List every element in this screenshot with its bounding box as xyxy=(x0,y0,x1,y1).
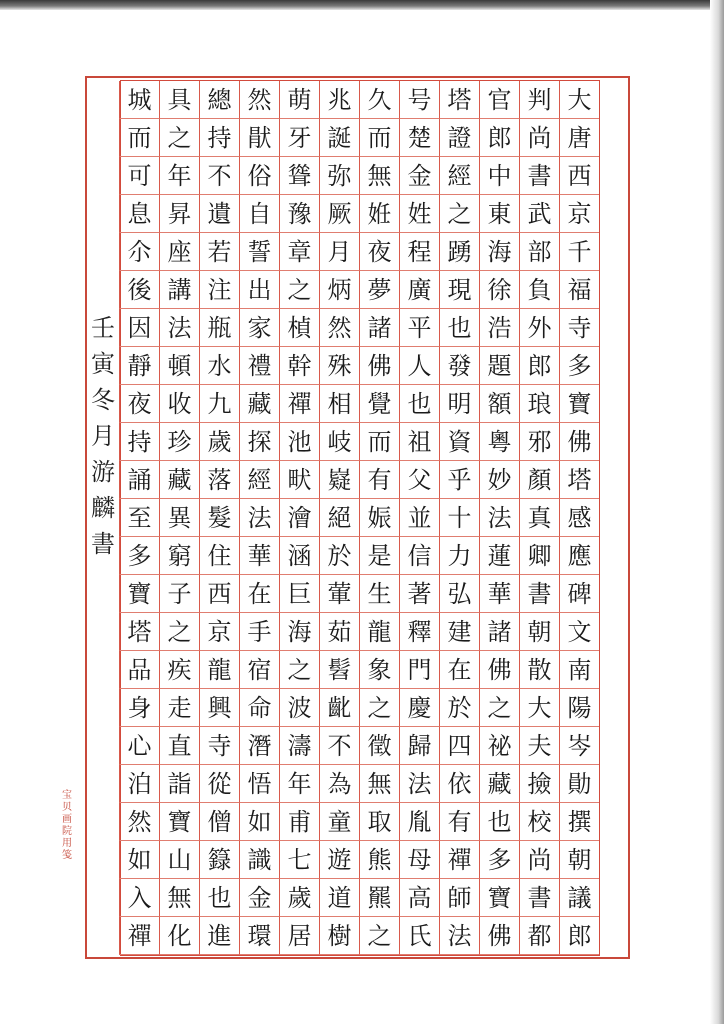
grid-cell: 胤 xyxy=(399,803,439,841)
grid-cell: 歲 xyxy=(279,879,319,917)
grid-cell: 弥 xyxy=(319,157,359,195)
grid-cell: 父 xyxy=(399,461,439,499)
grid-cell: 楚 xyxy=(399,119,439,157)
grid-cell: 靜 xyxy=(119,347,159,385)
grid-cell: 海 xyxy=(279,613,319,651)
grid-cell: 熊 xyxy=(359,841,399,879)
grid-cell: 塔 xyxy=(119,613,159,651)
grid-cell: 年 xyxy=(159,157,199,195)
grid-cell: 甫 xyxy=(279,803,319,841)
grid-cell: 琅 xyxy=(519,385,559,423)
grid-cell: 校 xyxy=(519,803,559,841)
grid-cell: 殊 xyxy=(319,347,359,385)
grid-cell: 郎 xyxy=(519,347,559,385)
grid-cell: 寶 xyxy=(159,803,199,841)
grid-cell: 波 xyxy=(279,689,319,727)
grid-cell: 門 xyxy=(399,651,439,689)
paper-brand-char: 笺 xyxy=(62,850,72,861)
grid-cell: 應 xyxy=(559,537,599,575)
grid-cell: 講 xyxy=(159,271,199,309)
grid-cell: 疾 xyxy=(159,651,199,689)
grid-cell: 楨 xyxy=(279,309,319,347)
grid-cell: 官 xyxy=(479,81,519,119)
grid-cell: 金 xyxy=(399,157,439,195)
grid-cell: 命 xyxy=(239,689,279,727)
signature-char: 月 xyxy=(91,422,115,450)
paper-brand-char: 画 xyxy=(62,814,72,825)
grid-cell: 号 xyxy=(399,81,439,119)
grid-cell: 佛 xyxy=(359,347,399,385)
grid-cell: 月 xyxy=(319,233,359,271)
grid-cell: 寶 xyxy=(559,385,599,423)
grid-cell: 尚 xyxy=(519,841,559,879)
grid-cell: 也 xyxy=(479,803,519,841)
grid-cell: 豫 xyxy=(279,195,319,233)
signature-char: 游 xyxy=(91,458,115,486)
grid-cell: 身 xyxy=(119,689,159,727)
grid-cell: 法 xyxy=(479,499,519,537)
grid-cell: 禪 xyxy=(439,841,479,879)
grid-cell: 夜 xyxy=(359,233,399,271)
grid-cell: 書 xyxy=(519,575,559,613)
grid-cell: 著 xyxy=(399,575,439,613)
grid-cell: 法 xyxy=(439,917,479,955)
grid-cell: 尒 xyxy=(119,233,159,271)
grid-cell: 池 xyxy=(279,423,319,461)
grid-cell: 禪 xyxy=(279,385,319,423)
grid-cell: 道 xyxy=(319,879,359,917)
grid-cell: 龍 xyxy=(359,613,399,651)
grid-cell: 佛 xyxy=(479,917,519,955)
grid-cell: 龍 xyxy=(199,651,239,689)
grid-cell: 釋 xyxy=(399,613,439,651)
grid-cell: 環 xyxy=(239,917,279,955)
scan-edge-top xyxy=(0,0,724,10)
grid-cell: 而 xyxy=(119,119,159,157)
grid-cell: 議 xyxy=(559,879,599,917)
grid-cell: 出 xyxy=(239,271,279,309)
grid-cell: 十 xyxy=(439,499,479,537)
grid-cell: 而 xyxy=(359,119,399,157)
grid-cell: 負 xyxy=(519,271,559,309)
grid-cell: 塔 xyxy=(559,461,599,499)
grid-cell: 岑 xyxy=(559,727,599,765)
grid-cell: 炳 xyxy=(319,271,359,309)
grid-cell: 娠 xyxy=(359,499,399,537)
grid-cell: 撰 xyxy=(559,803,599,841)
grid-cell: 從 xyxy=(199,765,239,803)
grid-cell: 收 xyxy=(159,385,199,423)
grid-cell: 悟 xyxy=(239,765,279,803)
grid-cell: 自 xyxy=(239,195,279,233)
grid-cell: 至 xyxy=(119,499,159,537)
grid-cell: 依 xyxy=(439,765,479,803)
grid-cell: 持 xyxy=(119,423,159,461)
grid-cell: 乎 xyxy=(439,461,479,499)
grid-cell: 之 xyxy=(479,689,519,727)
grid-cell: 誦 xyxy=(119,461,159,499)
grid-cell: 水 xyxy=(199,347,239,385)
grid-cell: 宿 xyxy=(239,651,279,689)
grid-cell: 華 xyxy=(239,537,279,575)
grid-cell: 多 xyxy=(559,347,599,385)
grid-cell: 經 xyxy=(239,461,279,499)
grid-cell: 陽 xyxy=(559,689,599,727)
grid-cell: 注 xyxy=(199,271,239,309)
grid-cell: 也 xyxy=(439,309,479,347)
grid-cell: 書 xyxy=(519,879,559,917)
signature-char: 書 xyxy=(91,530,115,558)
grid-cell: 走 xyxy=(159,689,199,727)
signature-char: 冬 xyxy=(91,386,115,414)
grid-cell: 尚 xyxy=(519,119,559,157)
grid-cell: 後 xyxy=(119,271,159,309)
grid-cell: 無 xyxy=(359,765,399,803)
grid-cell: 額 xyxy=(479,385,519,423)
grid-cell: 散 xyxy=(519,651,559,689)
grid-cell: 慶 xyxy=(399,689,439,727)
grid-cell: 朝 xyxy=(519,613,559,651)
grid-cell: 粵 xyxy=(479,423,519,461)
grid-cell: 遊 xyxy=(319,841,359,879)
grid-cell: 生 xyxy=(359,575,399,613)
signature-column xyxy=(91,310,115,562)
grid-cell: 京 xyxy=(559,195,599,233)
grid-cell: 京 xyxy=(199,613,239,651)
grid-cell: 異 xyxy=(159,499,199,537)
grid-cell: 人 xyxy=(399,347,439,385)
grid-cell: 證 xyxy=(439,119,479,157)
grid-cell: 寺 xyxy=(559,309,599,347)
grid-cell: 祕 xyxy=(479,727,519,765)
grid-cell: 徵 xyxy=(359,727,399,765)
grid-cell: 碑 xyxy=(559,575,599,613)
grid-cell: 禪 xyxy=(119,917,159,955)
grid-cell: 若 xyxy=(199,233,239,271)
grid-cell: 澮 xyxy=(279,499,319,537)
grid-cell: 佛 xyxy=(559,423,599,461)
grid-cell: 城 xyxy=(119,81,159,119)
grid-cell: 師 xyxy=(439,879,479,917)
grid-cell: 中 xyxy=(479,157,519,195)
grid-cell: 不 xyxy=(199,157,239,195)
grid-cell: 化 xyxy=(159,917,199,955)
grid-cell: 興 xyxy=(199,689,239,727)
grid-cell: 覺 xyxy=(359,385,399,423)
grid-cell: 樹 xyxy=(319,917,359,955)
grid-cell: 萌 xyxy=(279,81,319,119)
grid-cell: 禮 xyxy=(239,347,279,385)
grid-cell: 廣 xyxy=(399,271,439,309)
grid-cell: 信 xyxy=(399,537,439,575)
grid-cell: 心 xyxy=(119,727,159,765)
grid-cell: 髮 xyxy=(199,499,239,537)
grid-cell: 有 xyxy=(359,461,399,499)
grid-cell: 之 xyxy=(159,119,199,157)
grid-cell: 發 xyxy=(439,347,479,385)
grid-cell: 是 xyxy=(359,537,399,575)
grid-cell: 取 xyxy=(359,803,399,841)
grid-cell: 有 xyxy=(439,803,479,841)
grid-cell: 南 xyxy=(559,651,599,689)
grid-cell: 東 xyxy=(479,195,519,233)
grid-cell: 識 xyxy=(239,841,279,879)
grid-cell: 在 xyxy=(239,575,279,613)
grid-cell: 久 xyxy=(359,81,399,119)
grid-cell: 法 xyxy=(159,309,199,347)
grid-cell: 歸 xyxy=(399,727,439,765)
grid-cell: 夜 xyxy=(119,385,159,423)
grid-cell: 入 xyxy=(119,879,159,917)
grid-cell: 文 xyxy=(559,613,599,651)
grid-cell: 西 xyxy=(199,575,239,613)
grid-cell: 之 xyxy=(159,613,199,651)
grid-cell: 不 xyxy=(319,727,359,765)
grid-cell: 之 xyxy=(279,651,319,689)
grid-cell: 之 xyxy=(359,917,399,955)
grid-cell: 金 xyxy=(239,879,279,917)
grid-cell: 無 xyxy=(359,157,399,195)
grid-cell: 章 xyxy=(279,233,319,271)
grid-cell: 福 xyxy=(559,271,599,309)
grid-cell: 感 xyxy=(559,499,599,537)
grid-cell: 潛 xyxy=(239,727,279,765)
grid-cell: 踴 xyxy=(439,233,479,271)
grid-cell: 昇 xyxy=(159,195,199,233)
grid-cell: 然 xyxy=(239,81,279,119)
grid-cell: 誕 xyxy=(319,119,359,157)
grid-cell: 唐 xyxy=(559,119,599,157)
grid-cell: 千 xyxy=(559,233,599,271)
grid-cell: 居 xyxy=(279,917,319,955)
grid-cell: 徐 xyxy=(479,271,519,309)
grid-cell: 真 xyxy=(519,499,559,537)
grid-cell: 籙 xyxy=(199,841,239,879)
grid-cell: 平 xyxy=(399,309,439,347)
grid-cell: 巨 xyxy=(279,575,319,613)
grid-cell: 厥 xyxy=(319,195,359,233)
grid-cell: 題 xyxy=(479,347,519,385)
grid-cell: 七 xyxy=(279,841,319,879)
grid-cell: 並 xyxy=(399,499,439,537)
grid-cell: 夢 xyxy=(359,271,399,309)
grid-cell: 珍 xyxy=(159,423,199,461)
grid-cell: 而 xyxy=(359,423,399,461)
grid-cell: 華 xyxy=(479,575,519,613)
grid-cell: 武 xyxy=(519,195,559,233)
grid-cell: 藏 xyxy=(479,765,519,803)
grid-cell: 為 xyxy=(319,765,359,803)
grid-cell: 茹 xyxy=(319,613,359,651)
grid-cell: 書 xyxy=(519,157,559,195)
grid-cell: 高 xyxy=(399,879,439,917)
grid-cell: 羆 xyxy=(359,879,399,917)
grid-cell: 母 xyxy=(399,841,439,879)
grid-cell: 藏 xyxy=(239,385,279,423)
grid-cell: 手 xyxy=(239,613,279,651)
paper-brand-char: 宝 xyxy=(62,790,72,801)
grid-cell: 判 xyxy=(519,81,559,119)
grid-cell: 氏 xyxy=(399,917,439,955)
grid-cell: 如 xyxy=(239,803,279,841)
grid-cell: 畎 xyxy=(279,461,319,499)
grid-cell: 息 xyxy=(119,195,159,233)
paper-brand-stamp xyxy=(60,790,74,862)
grid-cell: 年 xyxy=(279,765,319,803)
grid-cell: 藏 xyxy=(159,461,199,499)
grid-cell: 於 xyxy=(439,689,479,727)
scan-edge-right xyxy=(710,0,724,1024)
grid-cell: 都 xyxy=(519,917,559,955)
grid-cell: 郎 xyxy=(479,119,519,157)
grid-cell: 顏 xyxy=(519,461,559,499)
grid-cell: 蓮 xyxy=(479,537,519,575)
grid-cell: 法 xyxy=(239,499,279,537)
grid-cell: 泊 xyxy=(119,765,159,803)
grid-cell: 姓 xyxy=(399,195,439,233)
grid-cell: 明 xyxy=(439,385,479,423)
grid-cell: 也 xyxy=(399,385,439,423)
grid-cell: 家 xyxy=(239,309,279,347)
paper-brand-char: 院 xyxy=(62,826,72,837)
grid-cell: 詣 xyxy=(159,765,199,803)
grid-cell: 海 xyxy=(479,233,519,271)
grid-cell: 部 xyxy=(519,233,559,271)
grid-cell: 山 xyxy=(159,841,199,879)
grid-cell: 多 xyxy=(479,841,519,879)
grid-cell: 然 xyxy=(319,309,359,347)
grid-cell: 諸 xyxy=(479,613,519,651)
grid-cell: 子 xyxy=(159,575,199,613)
grid-cell: 在 xyxy=(439,651,479,689)
grid-cell: 佛 xyxy=(479,651,519,689)
signature-char: 寅 xyxy=(91,350,115,378)
grid-cell: 具 xyxy=(159,81,199,119)
calligraphy-grid xyxy=(120,80,600,956)
grid-cell: 童 xyxy=(319,803,359,841)
grid-cell: 力 xyxy=(439,537,479,575)
grid-cell: 法 xyxy=(399,765,439,803)
paper-brand-char: 贝 xyxy=(62,802,72,813)
grid-cell: 嶷 xyxy=(319,461,359,499)
signature-char: 麟 xyxy=(91,494,115,522)
grid-cell: 卿 xyxy=(519,537,559,575)
grid-cell: 西 xyxy=(559,157,599,195)
grid-cell: 兆 xyxy=(319,81,359,119)
grid-cell: 郎 xyxy=(559,917,599,955)
grid-cell: 撿 xyxy=(519,765,559,803)
grid-cell: 四 xyxy=(439,727,479,765)
grid-cell: 直 xyxy=(159,727,199,765)
grid-cell: 探 xyxy=(239,423,279,461)
grid-cell: 頓 xyxy=(159,347,199,385)
grid-cell: 幹 xyxy=(279,347,319,385)
grid-cell: 座 xyxy=(159,233,199,271)
grid-cell: 可 xyxy=(119,157,159,195)
grid-cell: 寶 xyxy=(479,879,519,917)
grid-cell: 僧 xyxy=(199,803,239,841)
grid-cell: 持 xyxy=(199,119,239,157)
grid-cell: 資 xyxy=(439,423,479,461)
grid-cell: 住 xyxy=(199,537,239,575)
grid-cell: 涵 xyxy=(279,537,319,575)
grid-cell: 濤 xyxy=(279,727,319,765)
grid-cell: 之 xyxy=(359,689,399,727)
grid-cell: 朝 xyxy=(559,841,599,879)
grid-cell: 落 xyxy=(199,461,239,499)
grid-cell: 無 xyxy=(159,879,199,917)
grid-cell: 歲 xyxy=(199,423,239,461)
grid-cell: 品 xyxy=(119,651,159,689)
grid-cell: 進 xyxy=(199,917,239,955)
grid-cell: 相 xyxy=(319,385,359,423)
grid-cell: 齔 xyxy=(319,689,359,727)
grid-cell: 絕 xyxy=(319,499,359,537)
grid-cell: 祖 xyxy=(399,423,439,461)
grid-cell: 象 xyxy=(359,651,399,689)
grid-cell: 誓 xyxy=(239,233,279,271)
grid-cell: 現 xyxy=(439,271,479,309)
grid-cell: 姙 xyxy=(359,195,399,233)
grid-cell: 也 xyxy=(199,879,239,917)
grid-cell: 之 xyxy=(279,271,319,309)
grid-cell: 夫 xyxy=(519,727,559,765)
grid-cell: 大 xyxy=(519,689,559,727)
grid-cell: 弘 xyxy=(439,575,479,613)
grid-cell: 寺 xyxy=(199,727,239,765)
grid-cell: 大 xyxy=(559,81,599,119)
grid-cell: 塔 xyxy=(439,81,479,119)
grid-cell: 窮 xyxy=(159,537,199,575)
grid-cell: 因 xyxy=(119,309,159,347)
grid-cell: 猒 xyxy=(239,119,279,157)
grid-cell: 聳 xyxy=(279,157,319,195)
grid-cell: 勛 xyxy=(559,765,599,803)
grid-cell: 建 xyxy=(439,613,479,651)
grid-cell: 於 xyxy=(319,537,359,575)
grid-cell: 牙 xyxy=(279,119,319,157)
grid-cell: 葷 xyxy=(319,575,359,613)
grid-cell: 如 xyxy=(119,841,159,879)
grid-cell: 外 xyxy=(519,309,559,347)
grid-cell: 遺 xyxy=(199,195,239,233)
grid-cell: 程 xyxy=(399,233,439,271)
grid-cell: 然 xyxy=(119,803,159,841)
grid-cell: 諸 xyxy=(359,309,399,347)
grid-cell: 浩 xyxy=(479,309,519,347)
paper-brand-char: 用 xyxy=(62,838,72,849)
grid-cell: 髫 xyxy=(319,651,359,689)
grid-cell: 寶 xyxy=(119,575,159,613)
grid-cell: 經 xyxy=(439,157,479,195)
grid-cell: 岐 xyxy=(319,423,359,461)
grid-cell: 九 xyxy=(199,385,239,423)
grid-cell: 之 xyxy=(439,195,479,233)
grid-cell: 俗 xyxy=(239,157,279,195)
grid-cell: 瓶 xyxy=(199,309,239,347)
grid-cell: 邪 xyxy=(519,423,559,461)
signature-char: 壬 xyxy=(91,314,115,342)
grid-cell: 妙 xyxy=(479,461,519,499)
grid-cell: 多 xyxy=(119,537,159,575)
grid-cell: 總 xyxy=(199,81,239,119)
